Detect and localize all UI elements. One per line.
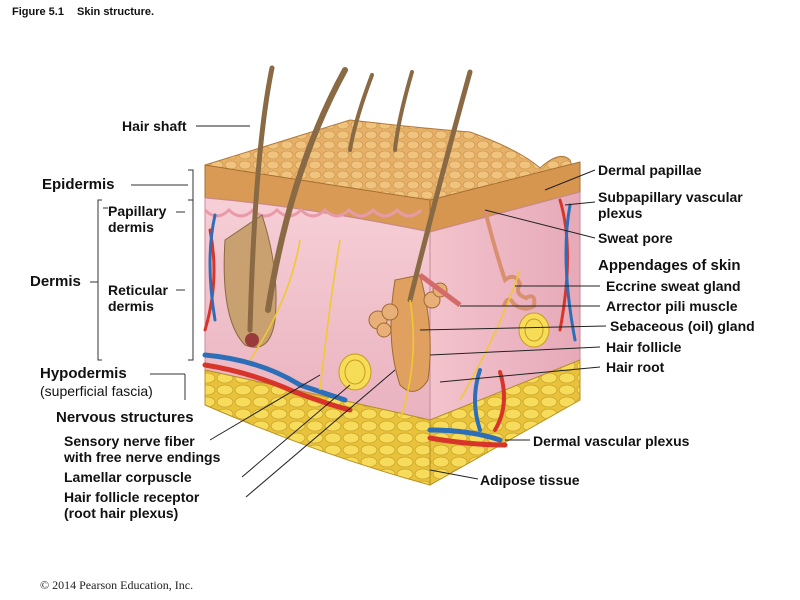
label-hair-root: Hair root [606, 359, 665, 375]
label-reticular-2: dermis [108, 298, 154, 314]
label-subpapillary-1: Subpapillary vascular [598, 189, 743, 205]
label-superficial-fascia: (superficial fascia) [40, 383, 153, 399]
label-nervous-structures: Nervous structures [56, 409, 194, 426]
label-epidermis: Epidermis [42, 176, 115, 193]
label-hair-shaft: Hair shaft [122, 118, 187, 134]
label-sensory-1: Sensory nerve fiber [64, 433, 195, 449]
label-reticular-1: Reticular [108, 282, 168, 298]
label-hypodermis: Hypodermis [40, 365, 127, 382]
copyright: © 2014 Pearson Education, Inc. [40, 578, 194, 592]
label-sensory-2: with free nerve endings [64, 449, 221, 465]
label-sweat-pore: Sweat pore [598, 230, 673, 246]
label-dermis: Dermis [30, 273, 81, 290]
label-dermal-vascular: Dermal vascular plexus [533, 433, 690, 449]
figure-caption: Skin structure. [77, 6, 155, 18]
label-dermal-papillae: Dermal papillae [598, 162, 702, 178]
label-arrector: Arrector pili muscle [606, 298, 738, 314]
label-hair-follicle-receptor-1: Hair follicle receptor [64, 489, 200, 505]
label-papillary-1: Papillary [108, 203, 167, 219]
figure-number: Figure 5.1 [12, 6, 64, 18]
label-hair-follicle: Hair follicle [606, 339, 682, 355]
label-papillary-2: dermis [108, 219, 154, 235]
label-appendages: Appendages of skin [598, 257, 741, 274]
label-sebaceous: Sebaceous (oil) gland [610, 318, 755, 334]
label-adipose: Adipose tissue [480, 472, 580, 488]
hair-bulb [245, 333, 259, 347]
label-subpapillary-2: plexus [598, 205, 643, 221]
label-hair-follicle-receptor-2: (root hair plexus) [64, 505, 179, 521]
label-lamellar: Lamellar corpuscle [64, 469, 192, 485]
label-eccrine: Eccrine sweat gland [606, 278, 741, 294]
